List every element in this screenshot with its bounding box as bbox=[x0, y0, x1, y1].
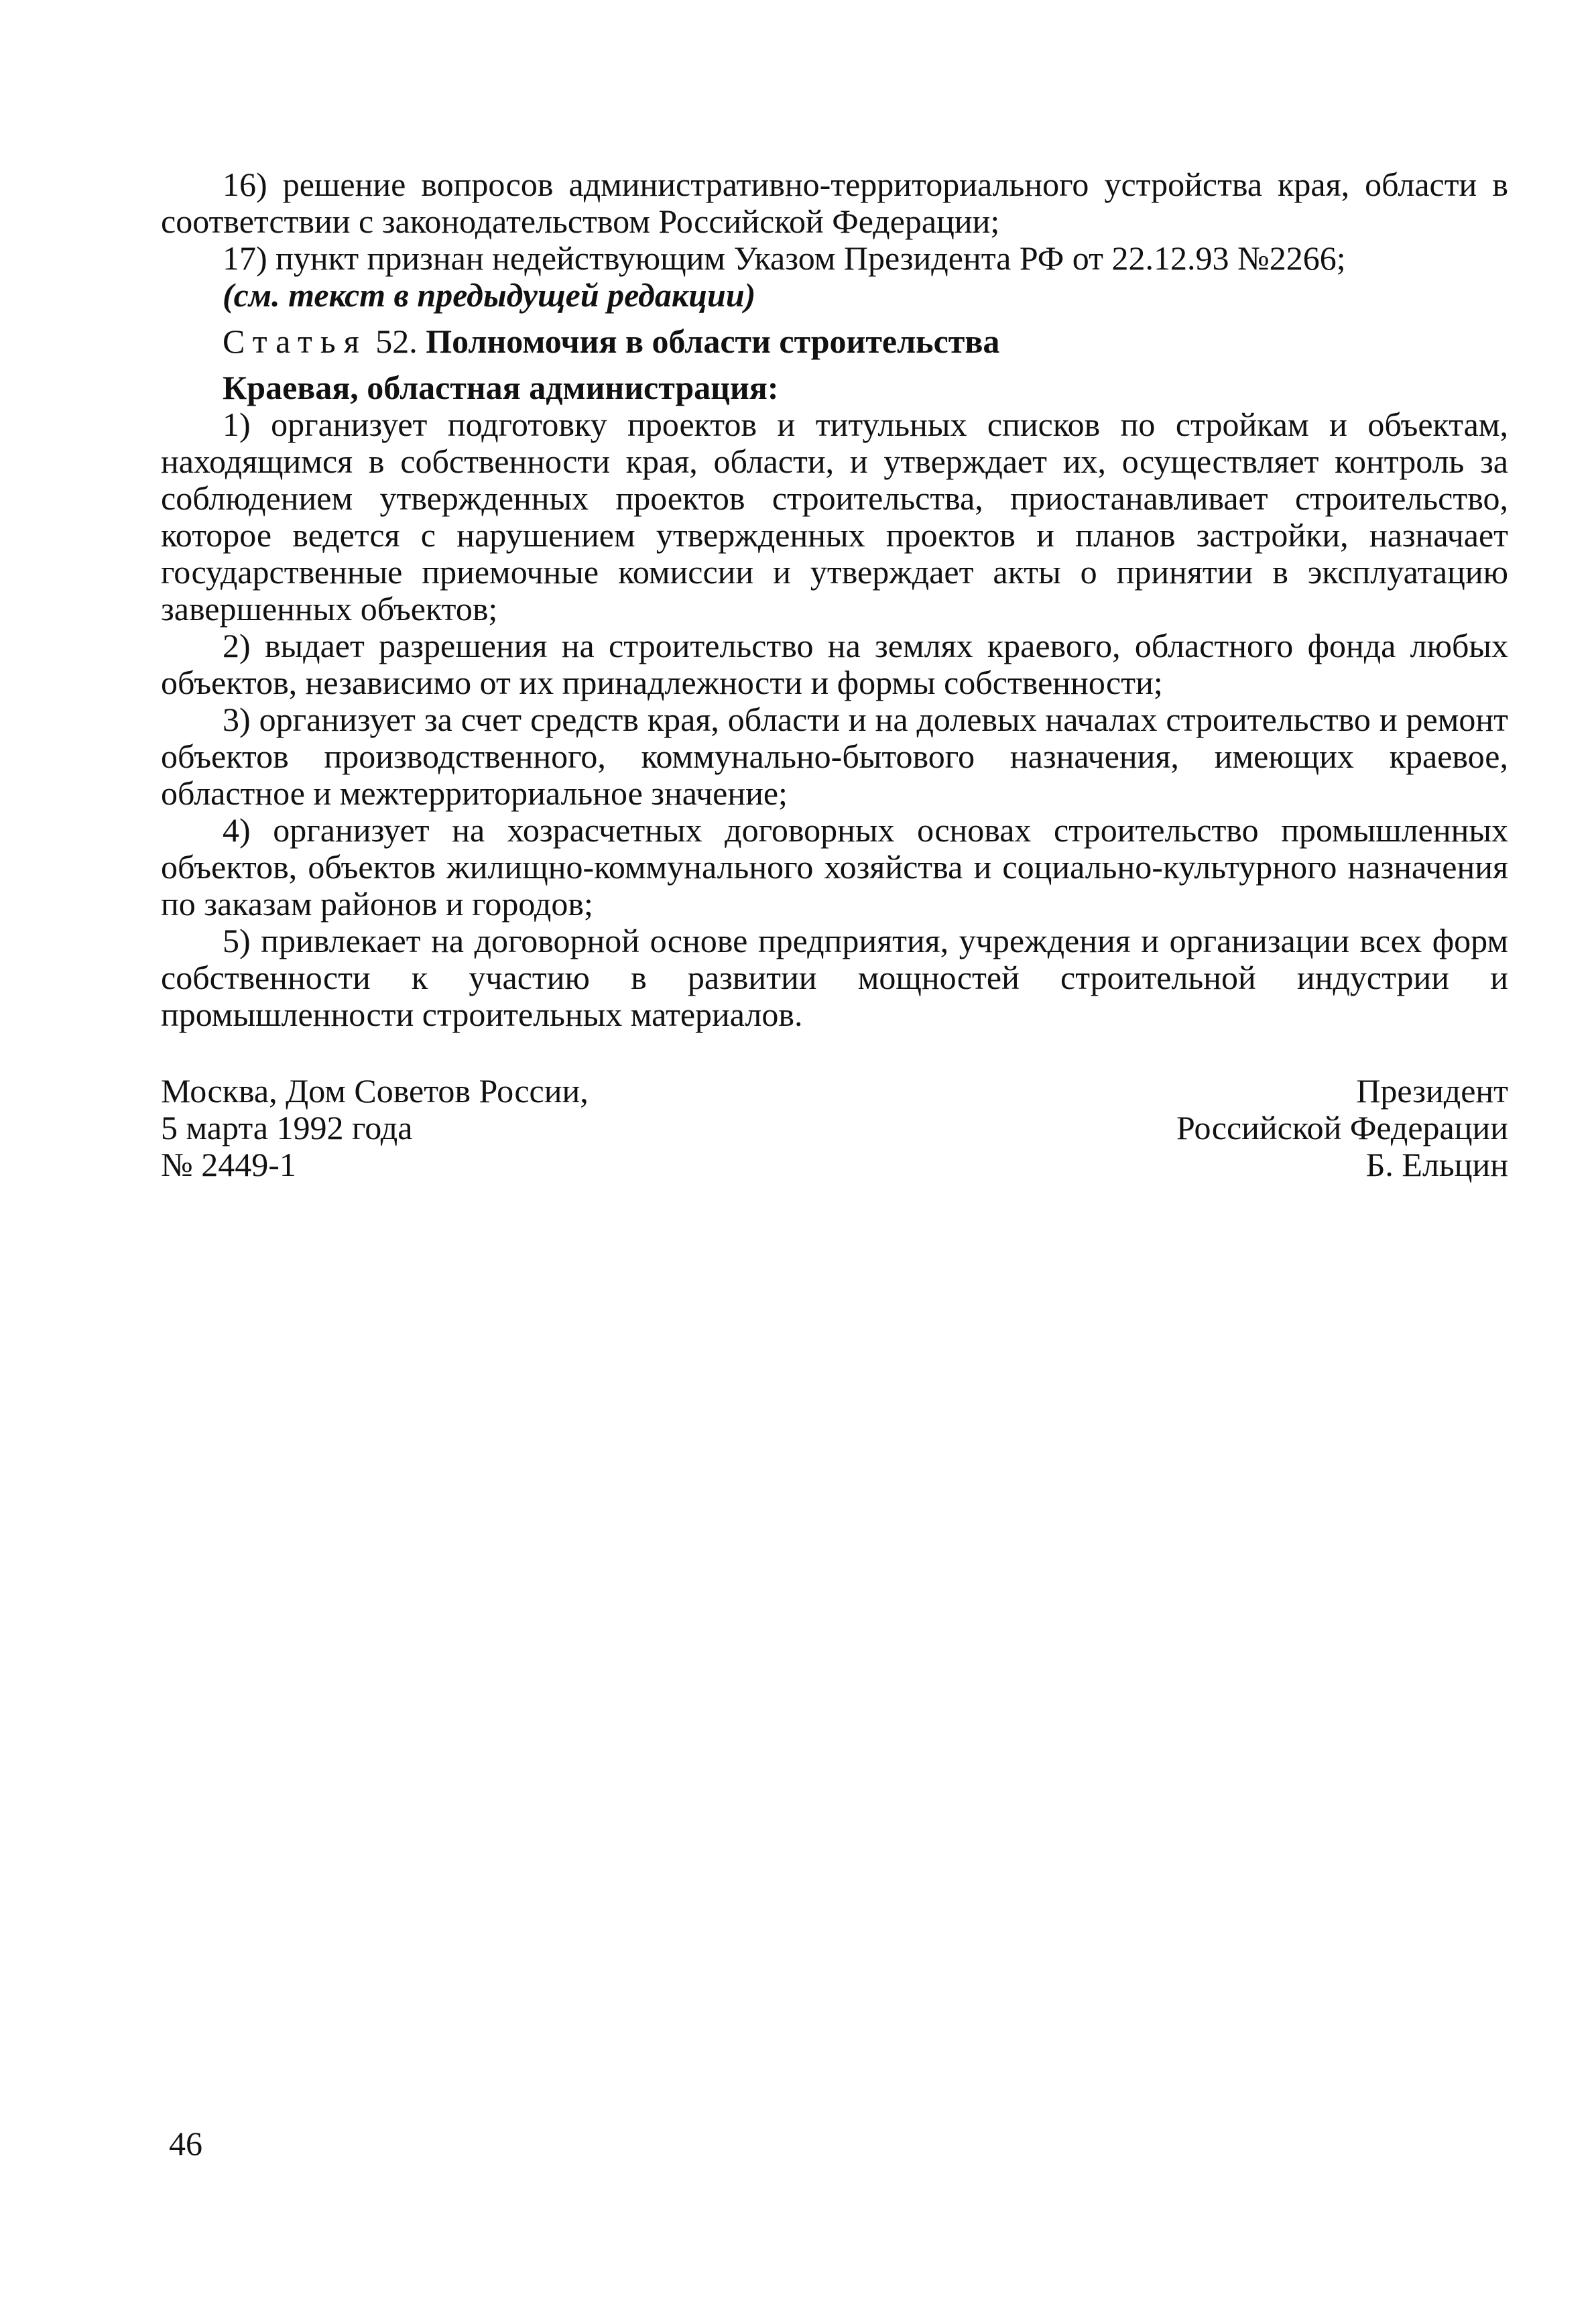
paragraph-item-17: 17) пункт признан недействующим Указом Президента РФ от 22.12.93 №2266; bbox=[223, 239, 1346, 277]
administration-subheading: Краевая, областная администрация: bbox=[223, 369, 779, 406]
article-label: Статья bbox=[223, 322, 367, 360]
previous-edition-note: (см. текст в предыдущей редакции) bbox=[223, 276, 756, 314]
signature-date: 5 марта 1992 года bbox=[161, 1109, 413, 1146]
signatory-country: Российской Федерации bbox=[1176, 1109, 1508, 1146]
signature-place: Москва, Дом Советов России, bbox=[161, 1072, 589, 1110]
list-item: 3) организует за счет средств края, области и на долевых началах строительство и ремонт объектов производственного, коммунально-бытового назначения, имеющих краевое, областное и межтерриториальное значение; bbox=[161, 701, 1508, 812]
paragraph-item-16: 16) решение вопросов административно-территориального устройства края, области в соответствии с законодательством Российской Федерации; bbox=[161, 166, 1508, 240]
list-item: 1) организует подготовку проектов и титульных списков по стройкам и объектам, находящимся в собственности края, области, и утверждает их, осуществляет контроль за соблюдением утвержденных проектов строительства, приостанавливает строительство, которое ведется с нарушением утвержденных проектов и планов застройки, назначает государственные приемочные комиссии и утверждает акты о принятии в эксплуатацию завершенных объектов; bbox=[161, 406, 1508, 628]
article-title: Полномочия в области строительства bbox=[426, 322, 1000, 360]
list-item: 4) организует на хозрасчетных договорных основах строительство промышленных объектов, объектов жилищно-коммунального хозяйства и социально-культурного назначения по заказам районов и городов; bbox=[161, 811, 1508, 923]
page-number: 46 bbox=[169, 2125, 202, 2162]
signature-place-date bbox=[161, 1073, 589, 1183]
signature-signatory bbox=[1176, 1073, 1508, 1183]
article-number: 52. bbox=[375, 322, 418, 360]
article-heading bbox=[161, 323, 1508, 360]
document-body bbox=[161, 166, 1508, 1033]
list-item: 5) привлекает на договорной основе предприятия, учреждения и организации всех форм собственности к участию в развитии мощностей строительной индустрии и промышленности строительных материалов. bbox=[161, 922, 1508, 1033]
signatory-position: Президент bbox=[1356, 1072, 1508, 1110]
signatory-name: Б. Ельцин bbox=[1365, 1146, 1508, 1183]
list-item: 2) выдает разрешения на строительство на землях краевого, областного фонда любых объектов, независимо от их принадлежности и формы собственности; bbox=[161, 627, 1508, 701]
document-number: № 2449-1 bbox=[161, 1146, 296, 1183]
